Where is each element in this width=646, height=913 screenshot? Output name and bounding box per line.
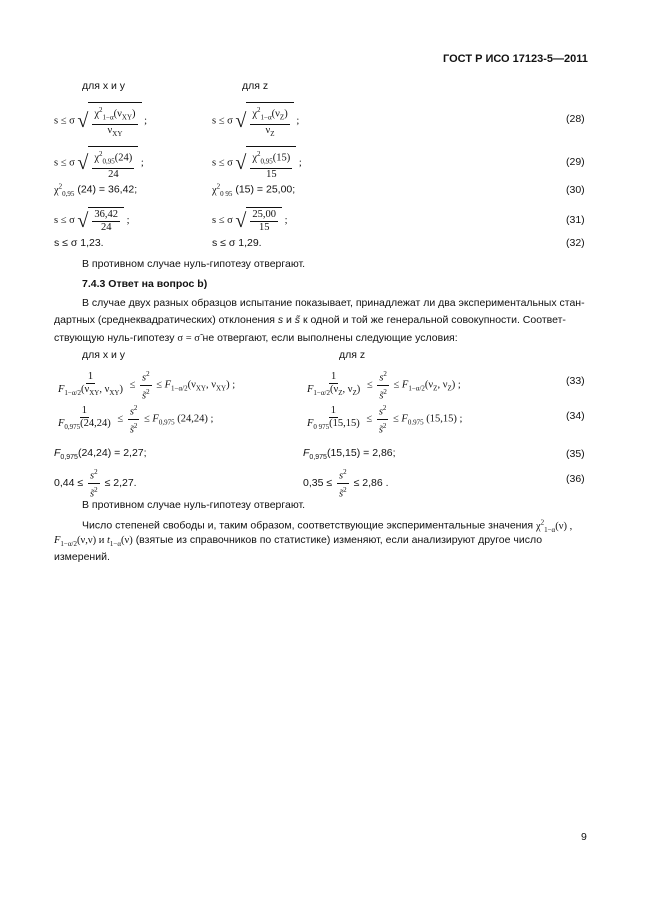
eq36-right-high: ≤ 2,86 . [353, 476, 389, 489]
equation-30-left: $\chi^2_{0,95}$ (24) = 36,42; [54, 182, 138, 198]
eq34-left-rhs: (24,24) ; [177, 413, 214, 425]
reject-statement-1: В противном случае нуль-гипотезу отвергают. [82, 258, 306, 270]
paragraph-1-line-2: дартных (среднеквадратических) отклонения s и s̃ к одной и той же генеральной совокупности. Соответ- [54, 314, 566, 326]
equation-32-right: s ≤ σ 1,29. [212, 237, 262, 249]
equation-36-right: 0,35 ≤ $\frac{s^2}{s̃^2}$ ≤ 2,86 . [303, 468, 389, 499]
eq35-left-value: (24,24) = 2,27; [77, 447, 147, 459]
p1-line2-part-b: к одной и той же генеральной совокупности. Соответ- [302, 314, 566, 326]
equation-35-right: $F_{0,975}(15,15) = 2,86$; [303, 447, 396, 462]
equation-number-31: (31) [566, 214, 585, 226]
label-for-z: для z [242, 80, 269, 92]
eq36-left-high: ≤ 2,27. [104, 476, 137, 489]
equation-34-right: $\frac{1}{F_{0 975}(15,15)}$ ≤ $\frac{s^2}{s̃^2}$ ≤ $F_{0.975}$ (15,15) ; [307, 404, 463, 435]
equation-30-right: $\chi^2_{0 95}$ (15) = 25,00; [212, 182, 296, 198]
p2-line1-text: Число степеней свободы и, таким образом, соответствующие экспериментальные значения [82, 519, 534, 532]
equation-28-left: s ≤ σ √ $\frac{\chi^2_{1-\alpha}(\nu_{XY})}{\nu_{XY}}$ ; [54, 102, 147, 140]
p1-line2-part-a: дартных (среднеквадратических) отклонения [54, 314, 275, 326]
equation-number-34: (34) [566, 410, 585, 422]
eq31-right-numerator: 25,00 [252, 209, 276, 220]
equation-29-right: s ≤ σ √ $\frac{\chi^2_{0,95}(15)}{15}$ ; [212, 146, 302, 181]
p1-line3-part-b: не отвергают, если выполнены следующие условия: [202, 332, 458, 344]
equation-28-right: s ≤ σ √ $\frac{\chi^2_{1-\alpha}(\nu_Z)}{\nu_Z}$ ; [212, 102, 299, 140]
eq29-left-denominator: 24 [108, 168, 119, 180]
eq31-left-numerator: 36,42 [94, 209, 118, 220]
equation-number-36: (36) [566, 473, 585, 485]
equation-33-right: $\frac{1}{F_{1-\alpha/2}(\nu_Z, \nu_Z)}$ ≤ $\frac{s^2}{s̃^2}$ ≤ $F_{1-\alpha/2}(\nu_Z$, $\nu_Z$) ; [307, 370, 461, 401]
section-title: 7.4.3 Ответ на вопрос b) [82, 278, 208, 290]
equation-number-35: (35) [566, 448, 585, 460]
equation-number-29: (29) [566, 156, 585, 168]
page-number: 9 [581, 831, 587, 843]
equation-34-left: $\frac{1}{F_{0,975}(24,24)}$ ≤ $\frac{s^2}{s̃^2}$ ≤ $F_{0,975}$ (24,24) ; [58, 404, 214, 435]
p1-line3-part-a: ствующую нуль-гипотезу [54, 332, 175, 344]
equation-number-33: (33) [566, 375, 585, 387]
equation-number-30: (30) [566, 184, 585, 196]
paragraph-1-line-1: В случае двух разных образцов испытание показывает, принадлежат ли два экспериментальных стан- [82, 297, 585, 309]
document-code: ГОСТ Р ИСО 17123-5—2011 [443, 53, 588, 65]
eq34-right-rhs: (15,15) ; [426, 413, 463, 425]
equation-number-28: (28) [566, 113, 585, 125]
paragraph-2-line-2: $F_{1-\alpha/2}(\nu,\nu)$ и $t_{1-\alpha}(\nu)$ (взятые из справочников по статистике) изменяют, если анализируют другое число [54, 534, 543, 549]
reject-statement-2: В противном случае нуль-гипотезу отвергают. [82, 499, 306, 511]
equation-36-left: 0,44 ≤ $\frac{s^2}{s̃^2}$ ≤ 2,27. [54, 468, 137, 499]
equation-29-left: s ≤ σ √ $\frac{\chi^2_{0,95}(24)}{24}$ ; [54, 146, 144, 181]
equation-33-left: $\frac{1}{F_{1-\alpha/2}(\nu_{XY}, \nu_{XY})}$ ≤ $\frac{s^2}{s̃^2}$ ≤ $F_{1-\alpha/2}(\nu_{XY}$, $\nu_{XY}$) ; [58, 370, 236, 401]
eq34-left-arg: (24,24) [80, 417, 111, 429]
equation-35-left: $F_{0,975}(24,24) = 2,27$; [54, 447, 147, 462]
eq29-right-denominator: 15 [266, 168, 277, 180]
equation-32-left: s ≤ σ 1,23. [54, 237, 104, 249]
eq36-left-low: 0,44 ≤ [54, 476, 84, 489]
p2-line2-text: (взятые из справочников по статистике) изменяют, если анализируют другое число [135, 534, 543, 546]
eq30-right-value: (15) = 25,00; [235, 183, 296, 196]
eq36-right-low: 0,35 ≤ [303, 476, 333, 489]
eq34-right-arg: (15,15) [329, 417, 360, 429]
eq31-left-denominator: 24 [100, 222, 112, 233]
label-for-xy-2: для x и y [82, 349, 126, 361]
equation-31-right: s ≤ σ √ $\frac{25,00}{15}$ ; [212, 209, 288, 233]
eq30-left-value: (24) = 36,42; [77, 183, 138, 196]
paragraph-2-line-3: измерений. [54, 551, 110, 563]
equation-number-32: (32) [566, 237, 585, 249]
eq35-right-value: (15,15) = 2,86; [326, 447, 396, 459]
paragraph-1-line-3: ствующую нуль-гипотезу σ = σ̃ не отвергают, если выполнены следующие условия: [54, 332, 458, 344]
eq31-right-denominator: 15 [258, 222, 270, 233]
label-for-xy: для x и y [82, 80, 126, 92]
label-for-z-2: для z [339, 349, 366, 361]
equation-31-left: s ≤ σ √ $\frac{36,42}{24}$ ; [54, 209, 130, 233]
paragraph-2-line-1: Число степеней свободы и, таким образом, соответствующие экспериментальные значения $\chi^2_{1-\alpha}(\nu)$ , [82, 518, 573, 534]
